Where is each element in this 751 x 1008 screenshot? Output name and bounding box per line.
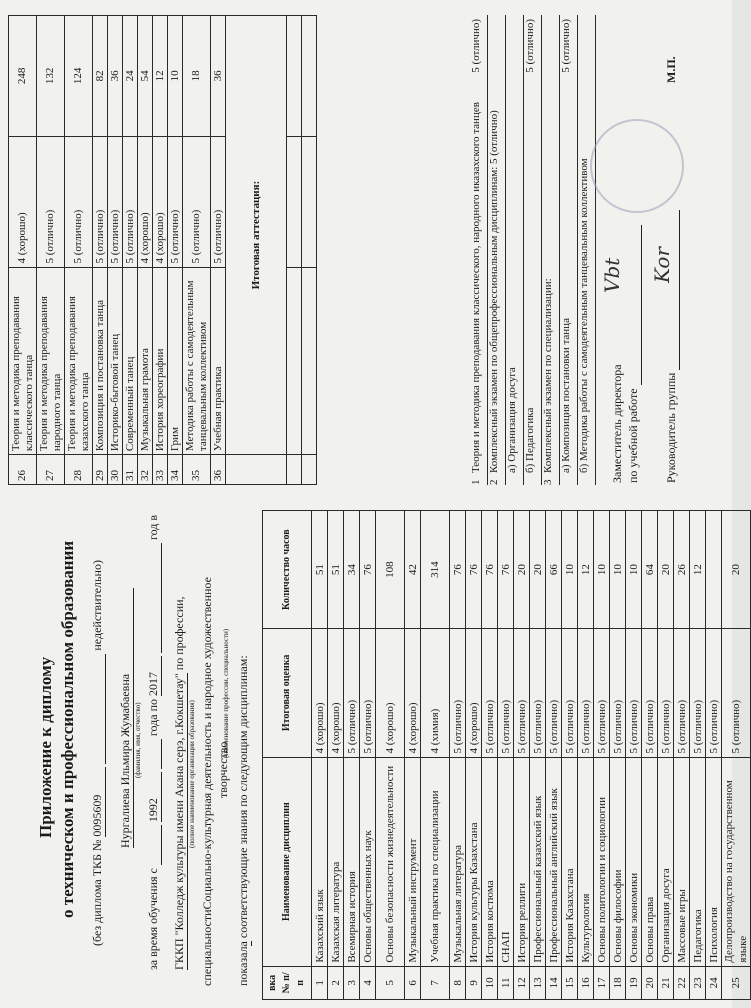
- row-number: 7: [421, 966, 450, 999]
- discipline-name: История костюма: [482, 757, 498, 966]
- discipline-grade: 5 (отлично): [530, 629, 546, 757]
- discipline-name: Профессиональный английский язык: [546, 757, 562, 966]
- discipline-name: Современный танец: [123, 267, 138, 455]
- discipline-grade: 5 (отлично): [690, 629, 706, 757]
- table-row: [642, 511, 658, 1000]
- row-number: 28: [65, 455, 93, 485]
- row-number: 27: [37, 455, 65, 485]
- table-row: [153, 16, 168, 485]
- row-number: 25: [722, 966, 751, 999]
- attestation-item: [542, 15, 560, 485]
- discipline-hours: 24: [123, 16, 138, 137]
- discipline-hours: 10: [594, 511, 610, 629]
- discipline-name: Делопроизводство на государственном языке: [722, 757, 751, 966]
- mp-label: М.П.: [664, 56, 678, 83]
- row-number: 34: [168, 455, 183, 485]
- attestation-item-text: а) Организация досуга: [506, 367, 518, 473]
- row-number: 30: [108, 455, 123, 485]
- discipline-hours: 108: [376, 511, 405, 629]
- row-number: 26: [9, 455, 37, 485]
- col-header-name: Наименование дисциплин: [263, 757, 312, 966]
- table-row: [183, 16, 211, 485]
- discipline-hours: 51: [328, 511, 344, 629]
- table-row: [562, 511, 578, 1000]
- row-number: 6: [405, 966, 421, 999]
- discipline-grade: 5 (отлично): [498, 629, 514, 757]
- row-number: 2: [328, 966, 344, 999]
- discipline-grade: 4 (хорошо): [466, 629, 482, 757]
- table-row: [405, 511, 421, 1000]
- discipline-grade: 5 (отлично): [450, 629, 466, 757]
- discipline-grade: 5 (отлично): [562, 629, 578, 757]
- discipline-name: Педагогика: [690, 757, 706, 966]
- discipline-grade: 5 (отлично): [360, 629, 376, 757]
- attestation-item-grade: 5 (отлично): [470, 19, 482, 73]
- table-row: [466, 511, 482, 1000]
- discipline-grade: 5 (отлично): [722, 629, 751, 757]
- discipline-grade: 5 (отлично): [344, 629, 360, 757]
- row-number: 32: [138, 455, 153, 485]
- discipline-grade: 5 (отлично): [108, 136, 123, 267]
- attestation-item-text: б) Методика работы с самодеятельным танцевальным коллективом: [578, 158, 590, 473]
- discipline-name: Организация досуга: [658, 757, 674, 966]
- row-number: 22: [674, 966, 690, 999]
- discipline-name: Грим: [168, 267, 183, 455]
- table-row: [514, 511, 530, 1000]
- attestation-item-text: а) Композиция постановки танца: [560, 318, 572, 473]
- discipline-name: Основы политологии и социологии: [594, 757, 610, 966]
- name-caption: (фамилия, имя, отчество): [134, 702, 142, 778]
- table-row: [482, 511, 498, 1000]
- discipline-hours: 12: [690, 511, 706, 629]
- row-number: 15: [562, 966, 578, 999]
- table-row: [37, 16, 65, 485]
- row-number: 17: [594, 966, 610, 999]
- attestation-item-text: Теория и методика преподавания классического, народного иказахского танцев: [470, 102, 482, 473]
- discipline-name: Основы общественных наук: [360, 757, 376, 966]
- discipline-name: Историко-бытовой танец: [108, 267, 123, 455]
- discipline-hours: 26: [674, 511, 690, 629]
- table-row: [123, 16, 138, 485]
- discipline-name: Массовые игры: [674, 757, 690, 966]
- discipline-hours: 12: [153, 16, 168, 137]
- discipline-grade: 4 (хорошо): [9, 136, 37, 267]
- table-row: [674, 511, 690, 1000]
- discipline-name: Психология: [706, 757, 722, 966]
- table-row: [138, 16, 153, 485]
- row-number: 24: [706, 966, 722, 999]
- discipline-name: Музыкальная литература: [450, 757, 466, 966]
- table-row: [578, 511, 594, 1000]
- table-row: [328, 511, 344, 1000]
- college-caption: (полное наименование организации образования): [188, 700, 196, 848]
- discipline-grade: 5 (отлично): [706, 629, 722, 757]
- discipline-hours: 76: [482, 511, 498, 629]
- student-name: Нургалиева Ильмира Жумабаевна: [118, 588, 134, 848]
- discipline-grade: 4 (хорошо): [138, 136, 153, 267]
- attestation-item-grade: 5 (отлично): [524, 19, 536, 73]
- diploma-number-line: (без диплома ТКБ № 0095609 недействительно): [90, 560, 104, 946]
- discipline-grade: 5 (отлично): [514, 629, 530, 757]
- discipline-grade: 5 (отлично): [674, 629, 690, 757]
- discipline-hours: 64: [642, 511, 658, 629]
- attestation-list: [470, 15, 596, 485]
- discipline-grade: 5 (отлично): [211, 136, 226, 267]
- col-header-no: вка № п/п: [263, 966, 312, 999]
- disciplines-table-left: [262, 510, 751, 1000]
- discipline-name: Теория и методика преподавания казахского танца: [65, 267, 93, 455]
- discipline-name: Профессиональный казахский язык: [530, 757, 546, 966]
- discipline-hours: 51: [312, 511, 328, 629]
- discipline-name: История реллиги: [514, 757, 530, 966]
- discipline-hours: 10: [610, 511, 626, 629]
- discipline-hours: [706, 511, 722, 629]
- row-number: 10: [482, 966, 498, 999]
- discipline-hours: 76: [498, 511, 514, 629]
- table-row: [211, 16, 226, 485]
- discipline-hours: 76: [360, 511, 376, 629]
- right-page: [0, 0, 732, 493]
- discipline-grade: 5 (отлично): [482, 629, 498, 757]
- discipline-grade: 5 (отлично): [93, 136, 108, 267]
- discipline-name: Казахский язык: [312, 757, 328, 966]
- attestation-item-number: 1: [470, 479, 482, 485]
- discipline-grade: 5 (отлично): [658, 629, 674, 757]
- table-row: [530, 511, 546, 1000]
- official-stamp: [590, 119, 684, 213]
- row-number: 9: [466, 966, 482, 999]
- discipline-grade: 5 (отлично): [546, 629, 562, 757]
- discipline-name: Учебная практика по специализации: [421, 757, 450, 966]
- discipline-hours: 10: [626, 511, 642, 629]
- discipline-grade: 5 (отлично): [37, 136, 65, 267]
- attestation-item-text: Комплексный экзамен по специализации:: [542, 278, 554, 473]
- attestation-item: [524, 15, 542, 485]
- row-number: 14: [546, 966, 562, 999]
- discipline-grade: 5 (отлично): [65, 136, 93, 267]
- discipline-hours: 36: [108, 16, 123, 137]
- table-row: [658, 511, 674, 1000]
- row-number: 8: [450, 966, 466, 999]
- discipline-name: Культурология: [578, 757, 594, 966]
- row-number: 18: [610, 966, 626, 999]
- attestation-item-number: 2: [488, 479, 500, 485]
- row-number: 31: [123, 455, 138, 485]
- attestation-item-text: Комплексный экзамен по общепрофессиональным дисциплинам: 5 (отлично): [488, 110, 500, 473]
- discipline-name: История хореографии: [153, 267, 168, 455]
- discipline-grade: 5 (отлично): [626, 629, 642, 757]
- attestation-item: [506, 15, 524, 485]
- discipline-grade: 5 (отлично): [168, 136, 183, 267]
- table-row: [65, 16, 93, 485]
- row-number: 19: [626, 966, 642, 999]
- discipline-name: Основы философии: [610, 757, 626, 966]
- attestation-item: [470, 15, 488, 485]
- attestation-item: [560, 15, 578, 485]
- discipline-hours: 18: [183, 16, 211, 137]
- discipline-name: СНАП: [498, 757, 514, 966]
- table-row: [546, 511, 562, 1000]
- discipline-hours: 248: [9, 16, 37, 137]
- table-row: [9, 16, 37, 485]
- discipline-hours: 82: [93, 16, 108, 137]
- discipline-hours: 42: [405, 511, 421, 629]
- discipline-grade: 4 (хорошо): [405, 629, 421, 757]
- discipline-hours: 20: [658, 511, 674, 629]
- discipline-hours: 10: [562, 511, 578, 629]
- discipline-hours: 132: [37, 16, 65, 137]
- table-row: [376, 511, 405, 1000]
- discipline-hours: 66: [546, 511, 562, 629]
- row-number: 12: [514, 966, 530, 999]
- specialty-line1: специальностиСоциально-культурная деятельность и народное художественное: [200, 577, 214, 986]
- attestation-item-number: 3: [542, 479, 554, 485]
- discipline-grade: 4 (хорошо): [153, 136, 168, 267]
- discipline-grade: 5 (отлично): [594, 629, 610, 757]
- disciplines-table-right: [8, 15, 317, 485]
- row-number: 16: [578, 966, 594, 999]
- deputy-director-label-1: Заместитель директора: [610, 364, 624, 483]
- row-number: 20: [642, 966, 658, 999]
- discipline-name: Основы безопасности жизнедеятельности: [376, 757, 405, 966]
- discipline-hours: 20: [530, 511, 546, 629]
- deputy-director-label-2: по учебной работе: [626, 225, 642, 483]
- specialty-line2: творчество: [216, 741, 230, 798]
- discipline-name: Композиция и постановка танца: [93, 267, 108, 455]
- title-line1: Приложение к диплому: [36, 656, 55, 838]
- col-header-grade: Итоговая оценка: [263, 629, 312, 757]
- table-row: [108, 16, 123, 485]
- table-row: [498, 511, 514, 1000]
- discipline-name: История Казахстана: [562, 757, 578, 966]
- discipline-grade: 4 (хорошо): [376, 629, 405, 757]
- row-number: 29: [93, 455, 108, 485]
- attestation-item-text: б) Педагогика: [524, 407, 536, 473]
- row-number: 36: [211, 455, 226, 485]
- row-number: 23: [690, 966, 706, 999]
- discipline-name: Методика работы с самодеятельным танцевальным коллективом: [183, 267, 211, 455]
- discipline-grade: 4 (хорошо): [312, 629, 328, 757]
- discipline-hours: 36: [211, 16, 226, 137]
- left-page: [0, 493, 749, 1008]
- discipline-name: Музыкальная грамота: [138, 267, 153, 455]
- discipline-hours: 76: [466, 511, 482, 629]
- row-number: 11: [498, 966, 514, 999]
- diploma-number: 0095609: [90, 767, 106, 837]
- table-row: [450, 511, 466, 1000]
- discipline-hours: 34: [344, 511, 360, 629]
- table-row: [706, 511, 722, 1000]
- discipline-hours: 54: [138, 16, 153, 137]
- discipline-grade: 4 (химия): [421, 629, 450, 757]
- table-row: [421, 511, 450, 1000]
- discipline-grade: 5 (отлично): [610, 629, 626, 757]
- discipline-name: Музыкальный инструмент: [405, 757, 421, 966]
- table-row: [93, 16, 108, 485]
- row-number: 3: [344, 966, 360, 999]
- row-number: 5: [376, 966, 405, 999]
- discipline-name: История культуры Казахстана: [466, 757, 482, 966]
- discipline-name: Основы экономики: [626, 757, 642, 966]
- table-row: [360, 511, 376, 1000]
- discipline-grade: 5 (отлично): [123, 136, 138, 267]
- discipline-hours: 20: [514, 511, 530, 629]
- discipline-hours: 314: [421, 511, 450, 629]
- discipline-grade: 5 (отлично): [183, 136, 211, 267]
- row-number: 21: [658, 966, 674, 999]
- table-row: [626, 511, 642, 1000]
- leader-signature: Kor: [650, 246, 674, 283]
- study-period-line: за время обучения с 1992 года по 2017 год в: [146, 514, 160, 970]
- deputy-signature: Vbt: [600, 257, 624, 293]
- discipline-grade: 5 (отлично): [578, 629, 594, 757]
- table-row: [168, 16, 183, 485]
- title-line2: о техническом и профессиональном образовании: [58, 540, 77, 918]
- discipline-hours: 12: [578, 511, 594, 629]
- table-row: [722, 511, 751, 1000]
- discipline-hours: 76: [450, 511, 466, 629]
- discipline-hours: 10: [168, 16, 183, 137]
- attestation-item: [578, 15, 596, 485]
- table-row: [610, 511, 626, 1000]
- attestation-item-grade: 5 (отлично): [560, 19, 572, 73]
- discipline-grade: 4 (хорошо): [328, 629, 344, 757]
- group-leader-label: Руководитель группы: [664, 210, 680, 483]
- discipline-name: Теория и методика преподавания классического танца: [9, 267, 37, 455]
- college-line: ГККП "Колледж культуры имени Акана серэ, г.Кокшетау" по профессии,: [172, 596, 186, 970]
- discipline-name: Учебная практика: [211, 267, 226, 455]
- discipline-grade: 5 (отлично): [642, 629, 658, 757]
- table-row: [312, 511, 328, 1000]
- showed-line: показала соответствующие знания по следующим дисциплинам:: [236, 655, 250, 986]
- discipline-name: Казахская литература: [328, 757, 344, 966]
- table-row: [344, 511, 360, 1000]
- discipline-name: Теория и методика преподавания народного танца: [37, 267, 65, 455]
- discipline-hours: 20: [722, 511, 751, 629]
- discipline-name: Основы права: [642, 757, 658, 966]
- row-number: 13: [530, 966, 546, 999]
- row-number: 1: [312, 966, 328, 999]
- col-header-hours: Количество часов: [263, 511, 312, 629]
- attestation-title: Итоговая аттестация:: [226, 16, 287, 455]
- discipline-hours: 124: [65, 16, 93, 137]
- specialty-caption: (наименование профессии, специальности): [222, 628, 230, 758]
- table-row: [690, 511, 706, 1000]
- table-row: [594, 511, 610, 1000]
- row-number: 35: [183, 455, 211, 485]
- discipline-name: Всемирная история: [344, 757, 360, 966]
- row-number: 33: [153, 455, 168, 485]
- row-number: 4: [360, 966, 376, 999]
- attestation-item: [488, 15, 506, 485]
